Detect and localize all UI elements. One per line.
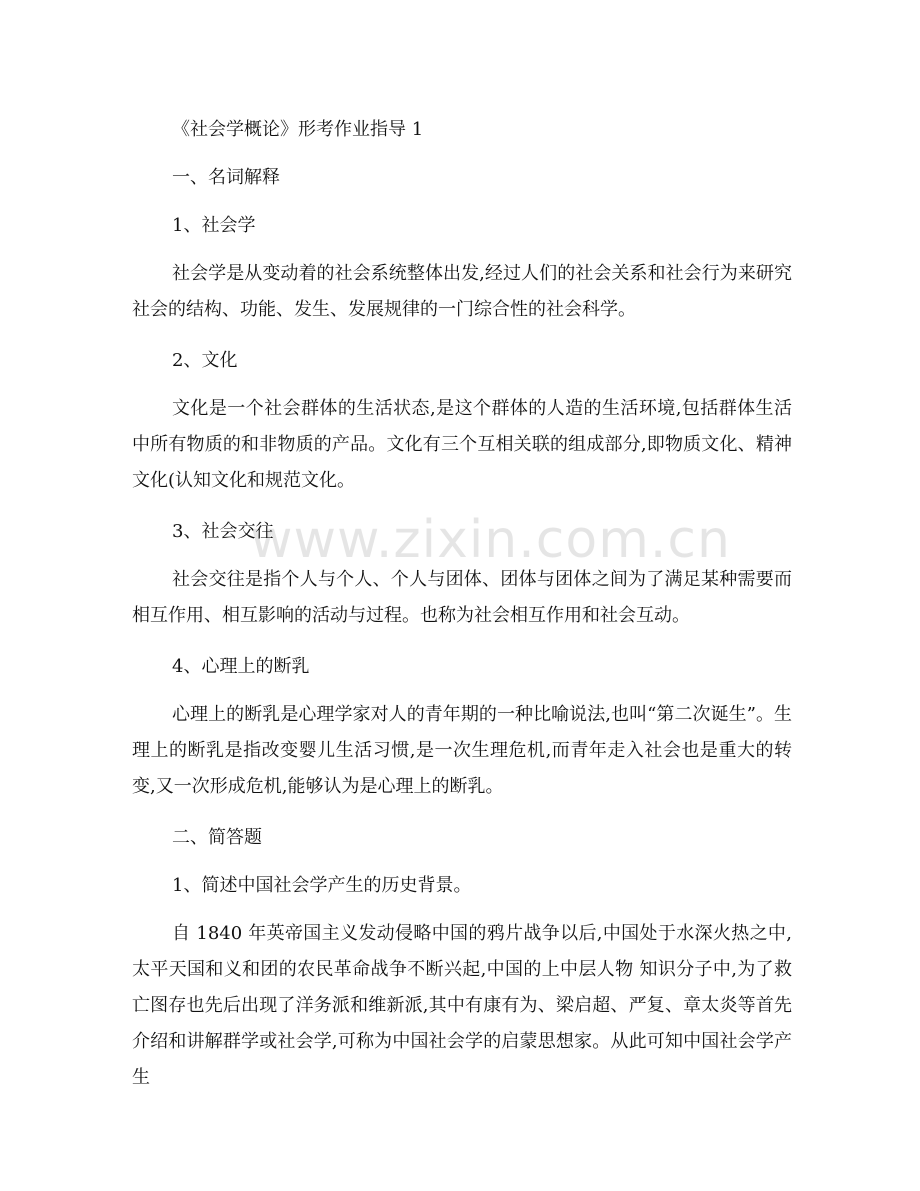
term-heading: 2、文化 bbox=[172, 350, 238, 371]
section-heading: 一、名词解释 bbox=[172, 167, 280, 188]
document-title: 《社会学概论》形考作业指导 1 bbox=[172, 119, 424, 140]
term-heading: 1、社会学 bbox=[172, 215, 256, 236]
term-definition: 心理上的断乳是心理学家对人的青年期的一种比喻说法,也叫“第二次诞生”。生理上的断乳是指改变婴儿生活习惯,是一次生理危机,而青年走入社会也是重大的转变,又一次形成危机,能够认为是心理上的断乳。 bbox=[132, 704, 792, 797]
document-body bbox=[132, 112, 792, 1096]
section-heading: 二、简答题 bbox=[172, 827, 262, 848]
watermark-text: www.zixin.com.cn bbox=[250, 510, 731, 570]
answer-paragraph: 自 1840 年英帝国主义发动侵略中国的鸦片战争以后,中国处于水深火热之中,太平天国和义和团的农民革命战争不断兴起,中国的上中层人物 知识分子中,为了救亡图存也先后出现了洋务派和维新派,其中有康有为、梁启超、严复、章太炎等首先介绍和讲解群学或社会学,可称为中国社会学的启蒙思想家。从此可知中国社会学产生 bbox=[132, 923, 792, 1088]
question-heading: 1、简述中国社会学产生的历史背景。 bbox=[172, 875, 472, 896]
term-definition: 社会交往是指个人与个人、个人与团体、团体与团体之间为了满足某种需要而相互作用、相互影响的活动与过程。也称为社会相互作用和社会互动。 bbox=[132, 569, 792, 626]
term-heading: 3、社会交往 bbox=[172, 521, 274, 542]
term-definition: 文化是一个社会群体的生活状态,是这个群体的人造的生活环境,包括群体生活中所有物质的和非物质的产品。文化有三个互相关联的组成部分,即物质文化、精神文化(认知文化和规范文化。 bbox=[132, 398, 792, 491]
term-heading: 4、心理上的断乳 bbox=[172, 656, 310, 677]
term-definition: 社会学是从变动着的社会系统整体出发,经过人们的社会关系和社会行为来研究社会的结构、功能、发生、发展规律的一门综合性的社会科学。 bbox=[132, 263, 792, 320]
